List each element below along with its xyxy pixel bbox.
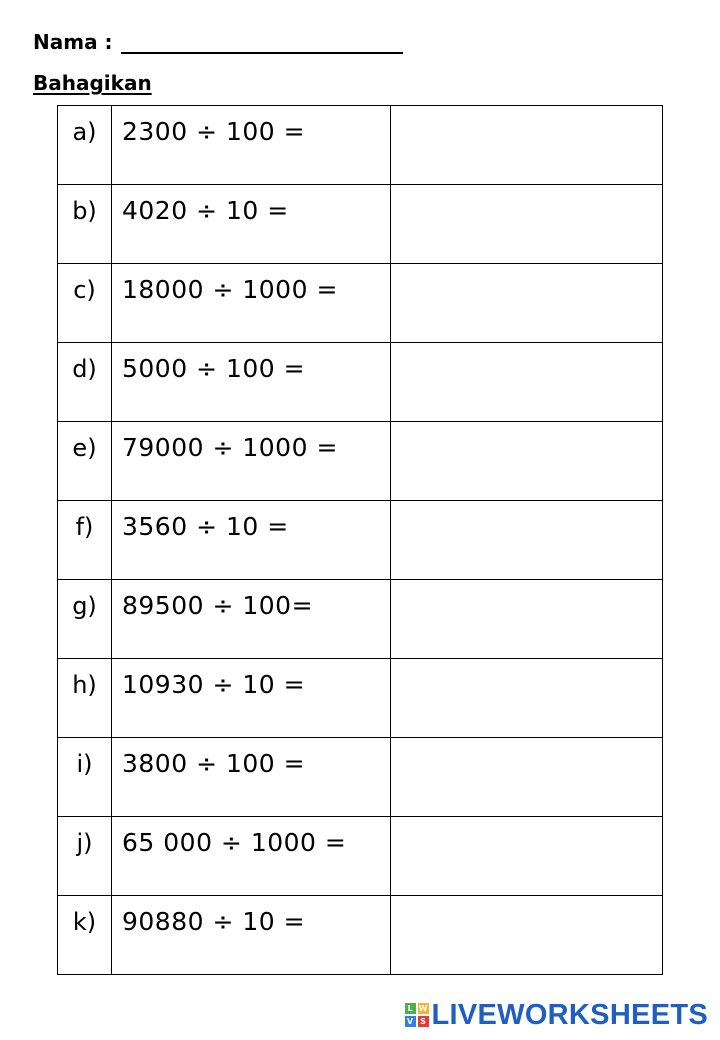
label-cell [58, 264, 112, 343]
question-label: j) [76, 829, 93, 857]
answer-cell [391, 501, 663, 580]
answer-cell [391, 896, 663, 975]
question-cell [112, 896, 391, 975]
answer-cell [391, 343, 663, 422]
question-text: 10930 ÷ 10 = [122, 670, 306, 699]
answer-input[interactable] [391, 185, 662, 263]
answer-input[interactable] [391, 659, 662, 737]
logo-mark-cell: W [418, 1004, 428, 1013]
logo-text: LIVEWORKSHEETS [431, 999, 708, 1031]
question-row [58, 106, 663, 185]
answer-input[interactable] [391, 580, 662, 658]
answer-input[interactable] [391, 343, 662, 421]
question-text: 3560 ÷ 10 = [122, 512, 289, 541]
question-label: g) [72, 592, 97, 620]
answer-input[interactable] [391, 817, 662, 895]
answer-input[interactable] [391, 264, 662, 342]
question-label: k) [72, 908, 97, 936]
answer-cell [391, 580, 663, 659]
question-label: f) [75, 513, 94, 541]
answer-cell [391, 817, 663, 896]
question-cell [112, 580, 391, 659]
question-row [58, 185, 663, 264]
question-label: c) [73, 276, 96, 304]
question-cell [112, 659, 391, 738]
name-input-line[interactable] [121, 32, 403, 54]
question-cell [112, 185, 391, 264]
label-cell [58, 185, 112, 264]
label-cell [58, 501, 112, 580]
question-text: 5000 ÷ 100 = [122, 354, 306, 383]
label-cell [58, 659, 112, 738]
question-label: e) [72, 434, 97, 462]
label-cell [58, 343, 112, 422]
question-label: a) [72, 118, 97, 146]
question-row [58, 817, 663, 896]
question-label: b) [72, 197, 97, 225]
answer-cell [391, 264, 663, 343]
logo-mark-icon [405, 1003, 429, 1027]
question-cell [112, 738, 391, 817]
question-text: 4020 ÷ 10 = [122, 196, 289, 225]
question-row [58, 896, 663, 975]
question-label: d) [72, 355, 97, 383]
question-label: i) [76, 750, 93, 778]
question-text: 18000 ÷ 1000 = [122, 275, 338, 304]
answer-cell [391, 106, 663, 185]
question-text: 90880 ÷ 10 = [122, 907, 306, 936]
answer-input[interactable] [391, 422, 662, 500]
logo-mark-cell: S [418, 1016, 429, 1027]
answer-input[interactable] [391, 501, 662, 579]
answer-cell [391, 185, 663, 264]
label-cell [58, 422, 112, 501]
question-text: 2300 ÷ 100 = [122, 117, 306, 146]
question-text: 3800 ÷ 100 = [122, 749, 306, 778]
logo-mark-cell: L [405, 1003, 416, 1014]
name-label: Nama : [33, 30, 113, 54]
question-text: 89500 ÷ 100= [122, 591, 314, 620]
question-row [58, 738, 663, 817]
label-cell [58, 896, 112, 975]
question-cell [112, 501, 391, 580]
question-row [58, 501, 663, 580]
name-row [33, 28, 403, 54]
answer-input[interactable] [391, 106, 662, 184]
answer-cell [391, 738, 663, 817]
question-cell [112, 422, 391, 501]
worksheet-table [57, 105, 663, 975]
label-cell [58, 817, 112, 896]
question-cell [112, 343, 391, 422]
section-title: Bahagikan [33, 71, 152, 95]
question-cell [112, 817, 391, 896]
answer-input[interactable] [391, 738, 662, 816]
answer-input[interactable] [391, 896, 662, 974]
logo-mark-cell: V [405, 1016, 416, 1027]
question-row [58, 580, 663, 659]
question-text: 65 000 ÷ 1000 = [122, 828, 347, 857]
question-label: h) [72, 671, 97, 699]
question-row [58, 659, 663, 738]
liveworksheets-logo [405, 998, 709, 1032]
label-cell [58, 738, 112, 817]
question-row [58, 343, 663, 422]
label-cell [58, 580, 112, 659]
label-cell [58, 106, 112, 185]
question-cell [112, 264, 391, 343]
answer-cell [391, 422, 663, 501]
question-row [58, 264, 663, 343]
question-cell [112, 106, 391, 185]
question-text: 79000 ÷ 1000 = [122, 433, 338, 462]
answer-cell [391, 659, 663, 738]
question-row [58, 422, 663, 501]
